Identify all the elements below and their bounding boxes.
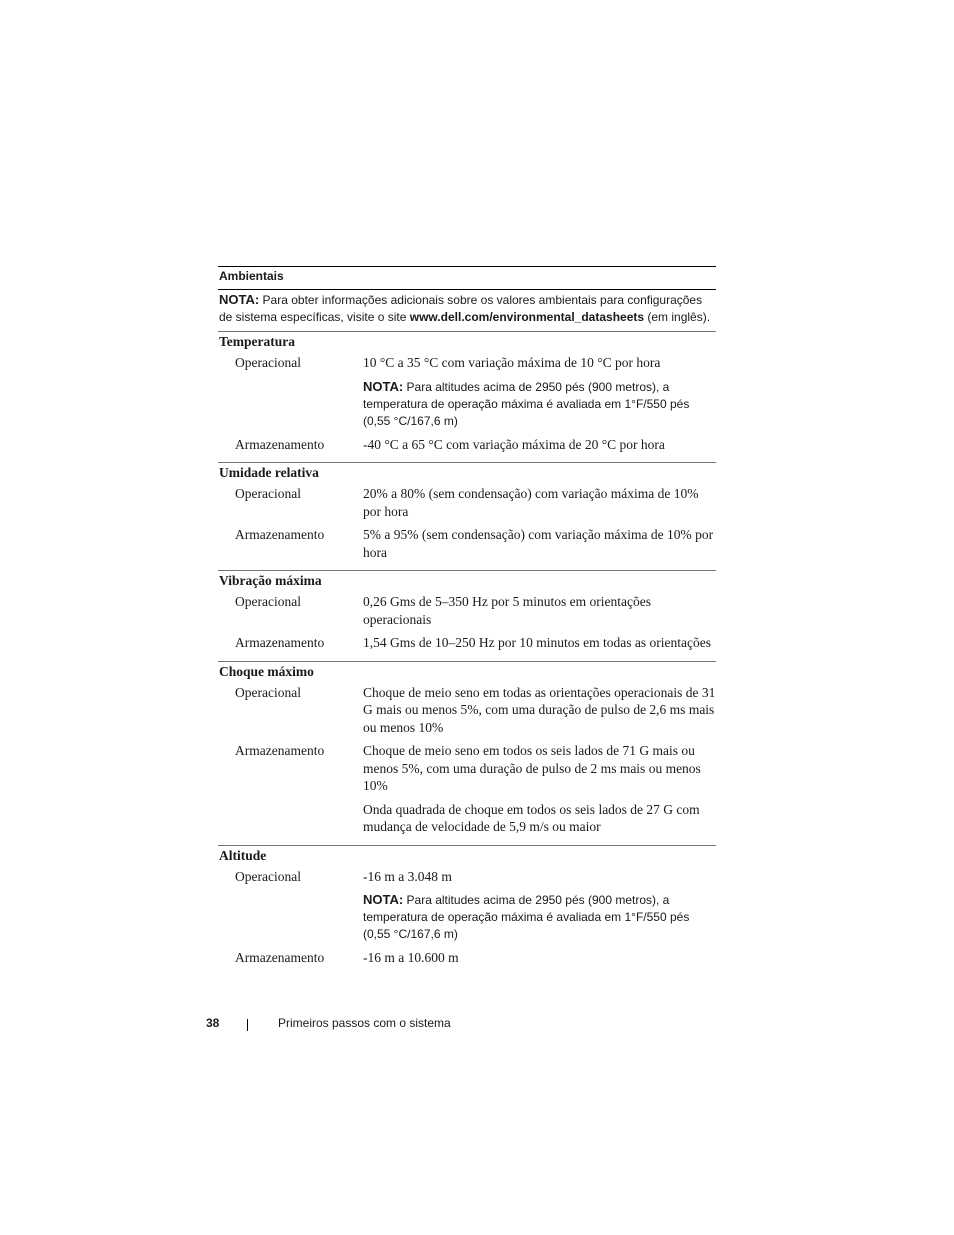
row-value [363,593,716,634]
row-note [363,378,716,430]
row-note [363,891,716,943]
row-value [363,436,716,460]
note-text: Para altitudes acima de 2950 pés (900 metros), a temperatura de operação máxima é avaliada em 1°F/550 pés (0,55 °C/167,6 m) [363,379,690,428]
row-label: Operacional [235,486,301,501]
section-altitude [218,846,716,976]
spec-row [218,742,716,842]
spec-row [218,634,716,658]
row-label: Armazenamento [235,743,325,758]
spec-row [218,354,716,436]
row-value [363,485,716,526]
section-temperature [218,332,716,462]
section-vibration [218,571,716,661]
section-title: Umidade relativa [219,465,319,480]
spec-row [218,526,716,567]
row-label: Armazenamento [235,635,325,650]
spec-row [218,868,716,950]
footer-separator [247,1019,248,1031]
note-label: NOTA: [363,892,404,907]
note-suffix: (em inglês). [644,310,711,324]
value-text: 10 °C a 35 °C com variação máxima de 10 °C por hora [363,355,661,370]
section-shock [218,662,716,845]
page-number: 38 [206,1016,220,1030]
value-text-secondary: Onda quadrada de choque em todos os seis lados de 27 G com mudança de velocidade de 5,9 m/s ou maior [363,801,700,834]
value-text: -16 m a 3.048 m [363,868,452,884]
row-value [363,526,716,567]
value-text: -16 m a 10.600 m [363,950,459,965]
section-title: Temperatura [219,334,295,349]
spec-row [218,485,716,526]
spec-row [218,593,716,634]
row-label: Armazenamento [235,436,325,452]
row-label: Operacional [235,868,301,884]
section-title: Vibração máxima [219,573,322,588]
row-value [363,949,716,973]
row-value [363,868,716,950]
table-header: Ambientais [219,269,284,283]
row-value [363,684,716,743]
row-value [363,354,716,436]
row-label: Operacional [235,355,301,370]
note-label: NOTA: [363,378,404,394]
note-text: Para altitudes acima de 2950 pés (900 metros), a temperatura de operação máxima é avaliada em 1°F/550 pés (0,55 °C/167,6 m) [363,893,690,941]
footer-title: Primeiros passos com o sistema [278,1016,451,1030]
datasheet-link[interactable]: www.dell.com/environmental_datasheets [409,310,645,324]
section-title: Choque máximo [219,663,314,679]
value-text: 0,26 Gms de 5–350 Hz por 5 minutos em orientações operacionais [363,594,651,627]
value-text: Choque de meio seno em todos os seis lados de 71 G mais ou menos 5%, com uma duração de pulso de 2 ms mais ou menos 10% [363,743,701,793]
note-label: NOTA: [219,292,260,307]
row-value [363,634,716,658]
section-humidity [218,463,716,570]
row-label: Operacional [235,684,301,700]
spec-row [218,949,716,973]
intro-note [218,290,716,331]
row-label: Operacional [235,594,301,609]
value-text: Choque de meio seno em todas as orientações operacionais de 31 G mais ou menos 5%, com uma duração de pulso de 2,6 ms mais ou menos 10% [363,684,716,735]
row-label: Armazenamento [235,950,325,965]
value-text: 1,54 Gms de 10–250 Hz por 10 minutos em todas as orientações [363,635,711,650]
value-text: 5% a 95% (sem condensação) com variação máxima de 10% por hora [363,527,714,560]
row-value [363,742,716,842]
section-title: Altitude [219,847,267,863]
row-label: Armazenamento [235,527,325,542]
note-text: Para obter informações adicionais sobre os valores ambientais para configurações de sistema específicas, visite o site [219,293,703,324]
value-text: -40 °C a 65 °C com variação máxima de 20 °C por hora [363,436,665,452]
spec-row [218,436,716,460]
value-text: 20% a 80% (sem condensação) com variação máxima de 10% por hora [363,486,699,519]
spec-row [218,684,716,743]
environmental-spec-table [218,266,716,976]
